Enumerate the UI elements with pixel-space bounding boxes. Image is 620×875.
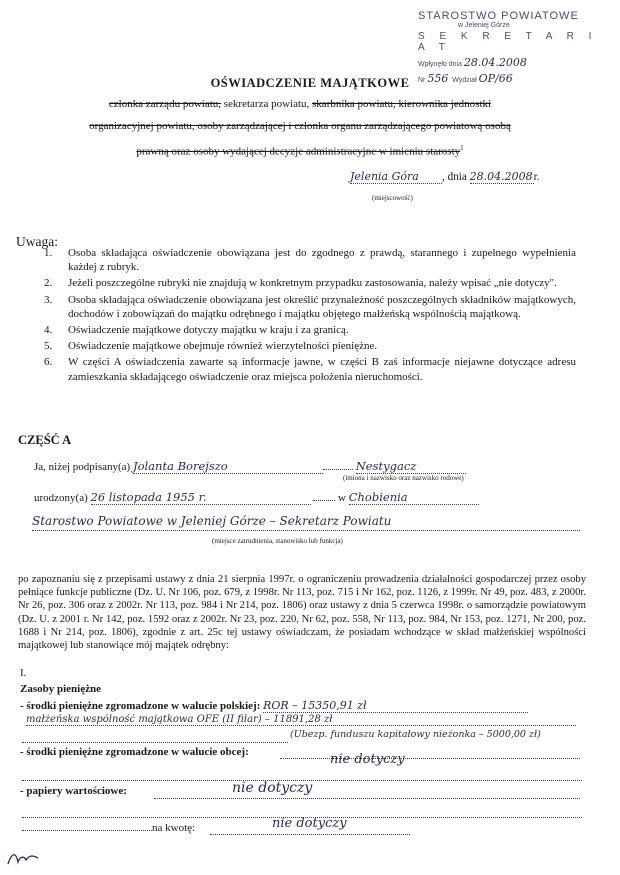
note-number: 1.: [44, 247, 53, 259]
list-item: [44, 339, 576, 353]
papers-value: nie dotyczy: [232, 780, 313, 796]
note-number: 6.: [44, 356, 53, 369]
foreign-row: [20, 746, 580, 758]
stamp-no-value: 556: [427, 72, 449, 85]
note-number: 4.: [44, 324, 53, 337]
note-text: Oświadczenie majątkowe dotyczy majątku w kraju i za granicą.: [68, 324, 349, 337]
place-value: Jelenia Góra: [350, 170, 442, 184]
subtitle-strike-1: członka zarządu powiatu,: [108, 98, 222, 110]
stamp-no-label: Nr: [418, 77, 426, 84]
pln-value-1: ROR – 15350,91 zł: [263, 699, 528, 713]
employment-row: [32, 514, 580, 531]
initials-signature-icon: [6, 848, 40, 868]
stamp-dept: S E K R E T A R I A T: [418, 31, 598, 53]
amount-dotted-line: [210, 834, 410, 835]
legal-declaration: po zapoznaniu się z przepisami ustawy z dnia 21 sierpnia 1997r. o ograniczeniu prowadzenia działalności gospodarczej przez osoby pełniące funkcje publiczne (Dz. U. Nr 106, poz. 679, z 1998r. Nr 113, poz. 715 i Nr 162, poz. 1126, z 1999r. Nr 49, poz. 483, z 2000r. Nr 26, poz. 306 oraz z 2002r. Nr 113, poz. 984 i Nr 214, poz. 1806) oraz ustawy z dnia 5 czerwca 1998r. o samorządzie powiatowym (Dz. U. z 2001 r. Nr 142, poz. 1592 oraz z 2002r. Nr 23, poz. 220, Nr 62, poz. 558, Nr 113, poz. 984, Nr 153, poz. 1271, Nr 200, poz. 1688 i Nr 214, poz. 1806), zgodnie z art. 25c tej ustawy oświadczam, że posiadam wchodzące w skład małżeńskiej wspólności majątkowej lub stanowiące mój majątek odrębny:: [18, 574, 586, 652]
pln-label: - środki pieniężne zgromadzone w walucie polskiej:: [20, 700, 261, 712]
birth-row: [34, 490, 579, 505]
stamp-city: w Jeleniej Górze: [458, 22, 510, 29]
stamp-received: [418, 56, 606, 69]
date-suffix: r.: [533, 171, 540, 183]
note-text: Osoba składająca oświadczenie obowiązana jest do zgodnego z prawdą, starannego i zupełnego wypełnienia każdej z rubryk.: [68, 247, 576, 274]
list-item: [44, 293, 576, 321]
note-number: 2.: [44, 277, 53, 290]
part-a-heading: CZĘŚĆ A: [18, 433, 72, 447]
note-number: 5.: [44, 340, 53, 353]
list-item: [44, 323, 576, 337]
place-caption: (miejscowość): [372, 194, 413, 202]
section-heading: Zasoby pieniężne: [20, 683, 101, 695]
section-roman: I.: [20, 667, 27, 679]
stamp-received-label: Wpłynęło dnia: [418, 61, 462, 68]
born-place-value: Chobienia: [349, 490, 479, 505]
note-text: Oświadczenie majątkowe obejmuje również wierzytelności pieniężne.: [68, 340, 378, 353]
stamp-received-value: 28.04.2008: [463, 56, 527, 69]
list-item: [44, 355, 576, 383]
pln-dotted-line: [22, 742, 288, 743]
subtitle-line-3: [30, 137, 570, 163]
papers-dotted-line: [154, 798, 580, 799]
born-label: urodzony(a): [34, 492, 88, 504]
notes-list: [44, 246, 576, 386]
pln-value-2: małżeńska wspólność majątkowa OFE (II filar) – 11891,28 zł: [26, 714, 576, 726]
notes-heading: Uwaga:: [16, 234, 58, 249]
foreign-label: - środki pieniężne zgromadzone w walucie obcej:: [20, 746, 249, 758]
pln-row: [20, 699, 580, 713]
name-row: [34, 459, 579, 474]
note-text: Osoba składająca oświadczenie obowiązana jest określić przynależność poszczególnych składników majątkowych, dochodów i zobowiązań do majątku odrębnego i majątku objętego małżeńską wspólnością majątkową.: [68, 293, 576, 320]
amount-label: na kwotę:: [152, 822, 196, 834]
subtitle-line-3-text: prawną oraz osoby wydającej decyzje administracyjne w imieniu starosty: [136, 145, 461, 158]
maiden-name-value: Nestygacz: [356, 459, 466, 474]
footnote-mark: 1: [460, 144, 464, 152]
list-item: [44, 246, 576, 274]
stamp-office: STAROSTWO POWIATOWE: [418, 10, 579, 22]
name-caption: (imiona i nazwisko oraz nazwisko rodowe): [343, 474, 464, 482]
subtitle-strike-2: skarbnika powiatu, kierownika jednostki: [312, 98, 492, 110]
subtitle-block: [30, 93, 570, 163]
subtitle-line-2: organizacyjnej powiatu, osoby zarządzającej i członka organu zarządzającego powiatową osobą: [89, 120, 511, 132]
date-label: , dnia: [442, 171, 467, 183]
registry-stamp: [418, 10, 606, 85]
papers-label: - papiery wartościowe:: [20, 785, 127, 797]
subtitle-line-1: [30, 93, 570, 115]
foreign-value: nie dotyczy: [330, 752, 405, 767]
place-date-line: [350, 170, 590, 184]
note-text: W części A oświadczenia zawarte są informacje jawne, w części B zaś informacje niejawne dotyczące adresu zamieszkania składającego oświadczenie oraz miejsca położenia nieruchomości.: [68, 356, 576, 383]
foreign-dotted-line: [280, 758, 580, 759]
born-in-label: w: [338, 492, 346, 504]
employment-value: Starostwo Powiatowe w Jeleniej Górze – Sekretarz Powiatu: [32, 514, 580, 531]
document-title: OŚWIADCZENIE MAJĄTKOWE: [210, 76, 410, 90]
pln-value-3: (Ubezp. funduszu kapitałowy nieżonka – 5000,00 zł): [290, 729, 541, 740]
note-text: Jeżeli poszczególne rubryki nie znajdują w konkretnym przypadku zastosowania, należy wpisać „nie dotyczy".: [68, 277, 557, 290]
date-value: 28.04.2008: [469, 170, 533, 183]
amount-value: nie dotyczy: [272, 816, 347, 831]
stamp-dept-label: Wydział: [452, 77, 477, 84]
name-label: Ja, niżej podpisany(a): [34, 461, 131, 473]
subtitle-kept: sekretarza powiatu,: [221, 98, 313, 110]
list-item: [44, 276, 576, 290]
employment-caption: (miejsce zatrudnienia, stanowisko lub funkcja): [212, 537, 343, 545]
born-date-value: 26 listopada 1955 r.: [91, 490, 311, 505]
name-value: Jolanta Borejszo: [133, 459, 323, 474]
stamp-dept-value: OP/66: [478, 72, 513, 85]
note-number: 3.: [44, 293, 53, 306]
